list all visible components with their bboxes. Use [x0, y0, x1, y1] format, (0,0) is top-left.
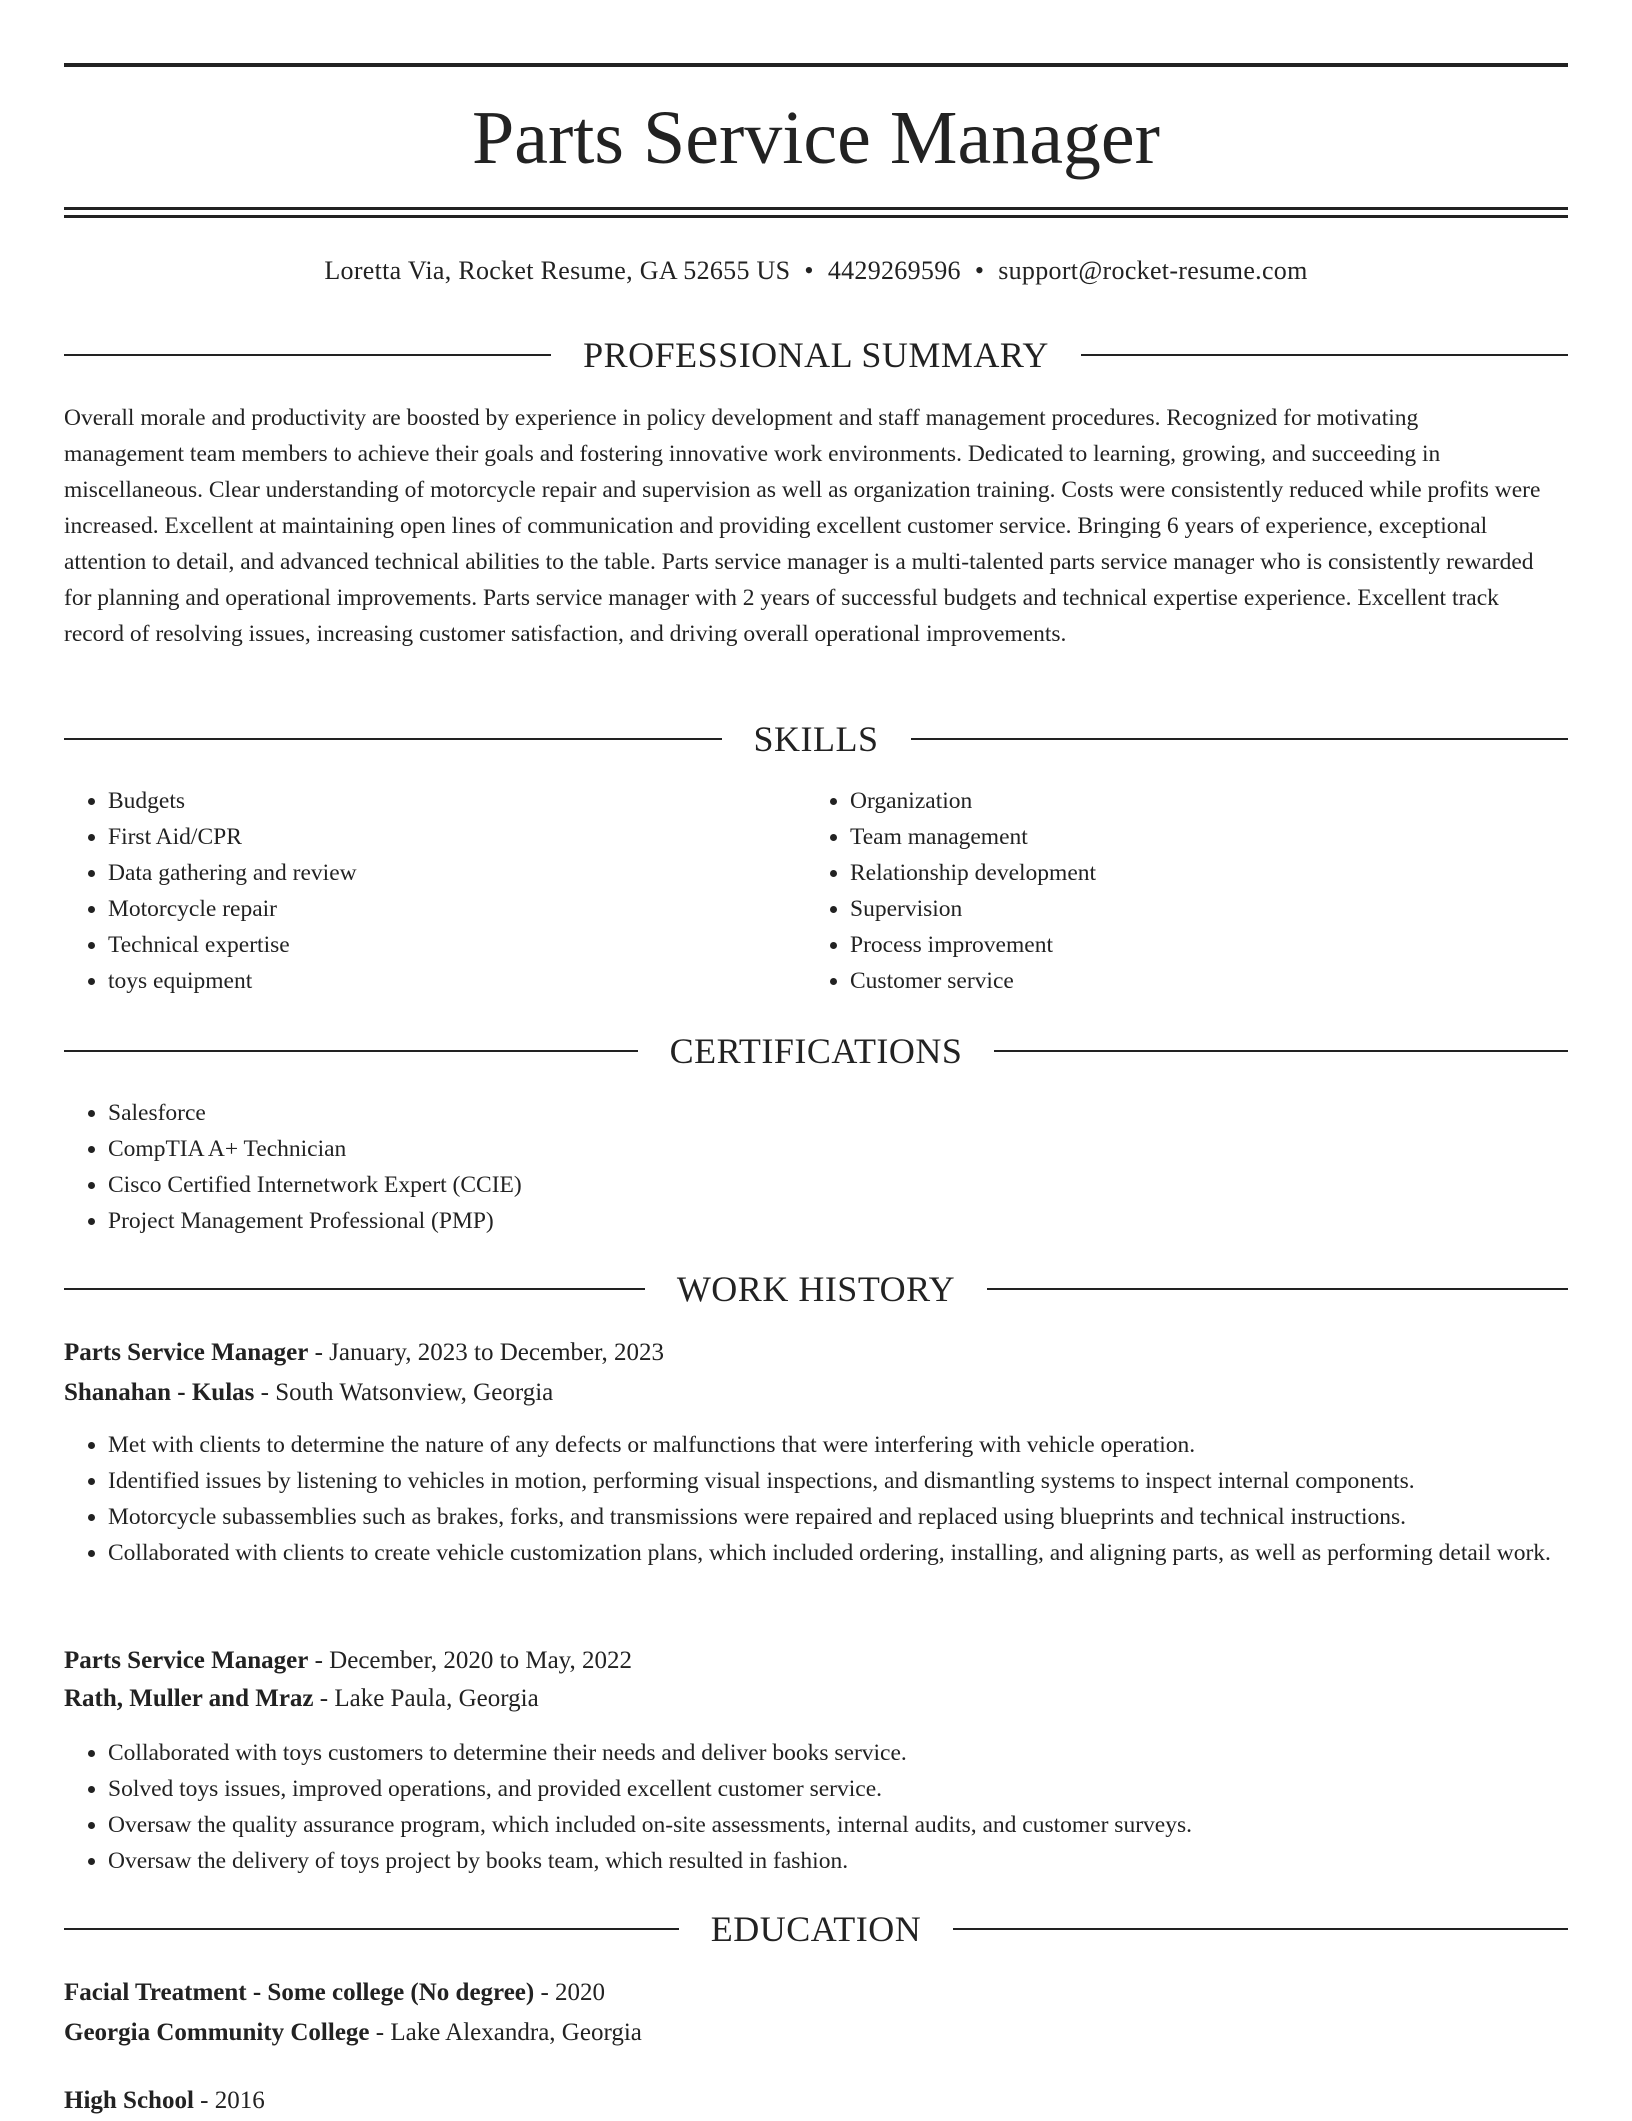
certifications-list — [64, 1095, 1508, 1239]
contact-separator: • — [804, 256, 814, 285]
education-heading: EDUCATION — [710, 1909, 922, 1949]
skill-item: • Budgets — [108, 783, 808, 819]
certification-item: • CompTIA A+ Technician — [108, 1131, 1508, 1167]
skills-heading: SKILLS — [753, 719, 879, 759]
section-rule — [64, 738, 722, 740]
education-degree-line — [64, 2081, 1544, 2121]
section-header-education — [64, 1907, 1568, 1951]
education-location: - Lake Alexandra, Georgia — [369, 2019, 642, 2046]
skill-item: • Process improvement — [850, 927, 1550, 963]
contact-phone: 4429269596 — [827, 256, 961, 285]
certification-item: • Project Management Professional (PMP) — [108, 1203, 1508, 1239]
section-header-summary — [64, 333, 1568, 377]
job-title-line — [64, 1333, 1544, 1373]
skill-item: • Data gathering and review — [108, 855, 808, 891]
job-duty-item: • Collaborated with toys customers to determine their needs and deliver books service. — [108, 1735, 1592, 1771]
job-duty-item: • Motorcycle subassemblies such as brakes, forks, and transmissions were repaired and replaced using blueprints and technical instructions. — [108, 1499, 1592, 1535]
skill-item: • Organization — [850, 783, 1550, 819]
page-title: Parts Service Manager — [472, 96, 1160, 180]
skill-item: • Supervision — [850, 891, 1550, 927]
skill-item: • Relationship development — [850, 855, 1550, 891]
education-school-line — [64, 2013, 1544, 2053]
section-rule — [987, 1288, 1568, 1290]
skill-item: • Team management — [850, 819, 1550, 855]
skills-list-left — [64, 783, 808, 999]
skill-item: • toys equipment — [108, 963, 808, 999]
section-header-work-history — [64, 1267, 1568, 1311]
section-rule — [64, 1928, 679, 1930]
section-rule — [994, 1050, 1568, 1052]
skill-item: • Technical expertise — [108, 927, 808, 963]
job-duty-item: • Oversaw the quality assurance program, which included on-site assessments, internal audits, and customer surveys. — [108, 1807, 1592, 1843]
contact-address: Loretta Via, Rocket Resume, GA 52655 US — [324, 256, 791, 285]
job-title-line — [64, 1641, 1544, 1681]
contact-info — [64, 253, 1568, 289]
certifications-heading: CERTIFICATIONS — [669, 1031, 963, 1071]
title-bottom-rule-2 — [64, 215, 1568, 218]
education-year: - 2016 — [193, 2087, 265, 2114]
job-dates: - December, 2020 to May, 2022 — [308, 1647, 633, 1674]
section-rule — [953, 1928, 1568, 1930]
job-duty-item: • Oversaw the delivery of toys project by books team, which resulted in fashion. — [108, 1843, 1592, 1879]
job-location: - South Watsonview, Georgia — [254, 1379, 554, 1406]
work-history-heading: WORK HISTORY — [676, 1269, 956, 1309]
job-company: Shanahan - Kulas — [64, 1379, 255, 1406]
contact-email: support@rocket-resume.com — [998, 256, 1308, 285]
job-company-line — [64, 1679, 1544, 1719]
section-rule — [64, 1050, 638, 1052]
job-location: - Lake Paula, Georgia — [313, 1685, 539, 1712]
section-header-certifications — [64, 1029, 1568, 1073]
certification-item: • Salesforce — [108, 1095, 1508, 1131]
education-degree: Facial Treatment - Some college (No degree) — [64, 1979, 535, 2006]
contact-separator: • — [974, 256, 985, 285]
job-duty-item: • Identified issues by listening to vehicles in motion, performing visual inspections, and dismantling systems to inspect internal components. — [108, 1463, 1592, 1499]
section-rule — [64, 1288, 645, 1290]
education-school: Georgia Community College — [64, 2019, 370, 2046]
job-duties-list — [64, 1735, 1592, 1879]
section-rule — [1081, 354, 1568, 356]
education-degree-line — [64, 1973, 1544, 2013]
job-company-line — [64, 1373, 1544, 1413]
job-duty-item: • Met with clients to determine the nature of any defects or malfunctions that were interfering with vehicle operation. — [108, 1427, 1592, 1463]
skill-item: • Motorcycle repair — [108, 891, 808, 927]
summary-text: Overall morale and productivity are boosted by experience in policy development and staff management procedures. Recognized for motivating management team members to achieve their goals and fostering innovative work environments. Dedicated to learning, growing, and succeeding in miscellaneous. Clear understanding of motorcycle repair and supervision as well as organization training. Costs were consistently reduced while profits were increased. Excellent at maintaining open lines of communication and providing excellent customer service. Bringing 6 years of experience, exceptional attention to detail, and advanced technical abilities to the table. Parts service manager is a multi-talented parts service manager who is consistently rewarded for planning and operational improvements. Parts service manager with 2 years of successful budgets and technical expertise experience. Excellent track record of resolving issues, increasing customer satisfaction, and driving overall operational improvements. — [64, 405, 1541, 647]
section-rule — [64, 354, 551, 356]
title-top-rule — [64, 63, 1568, 67]
section-header-skills — [64, 717, 1568, 761]
skills-list-right — [806, 783, 1550, 999]
job-company: Rath, Muller and Mraz — [64, 1685, 314, 1712]
summary-heading: PROFESSIONAL SUMMARY — [583, 335, 1049, 375]
education-degree: High School — [64, 2087, 194, 2114]
job-title: Parts Service Manager — [64, 1339, 309, 1366]
title-bottom-rule-1 — [64, 207, 1568, 210]
job-dates: - January, 2023 to December, 2023 — [308, 1339, 664, 1366]
certification-item: • Cisco Certified Internetwork Expert (CCIE) — [108, 1167, 1508, 1203]
job-duties-list — [64, 1427, 1592, 1571]
education-year: - 2020 — [534, 1979, 606, 2006]
skill-item: • Customer service — [850, 963, 1550, 999]
section-rule — [911, 738, 1569, 740]
skill-item: • First Aid/CPR — [108, 819, 808, 855]
job-duty-item: • Collaborated with clients to create vehicle customization plans, which included ordering, installing, and aligning parts, as well as performing detail work. — [108, 1535, 1592, 1571]
job-duty-item: • Solved toys issues, improved operations, and provided excellent customer service. — [108, 1771, 1592, 1807]
job-title: Parts Service Manager — [64, 1647, 309, 1674]
